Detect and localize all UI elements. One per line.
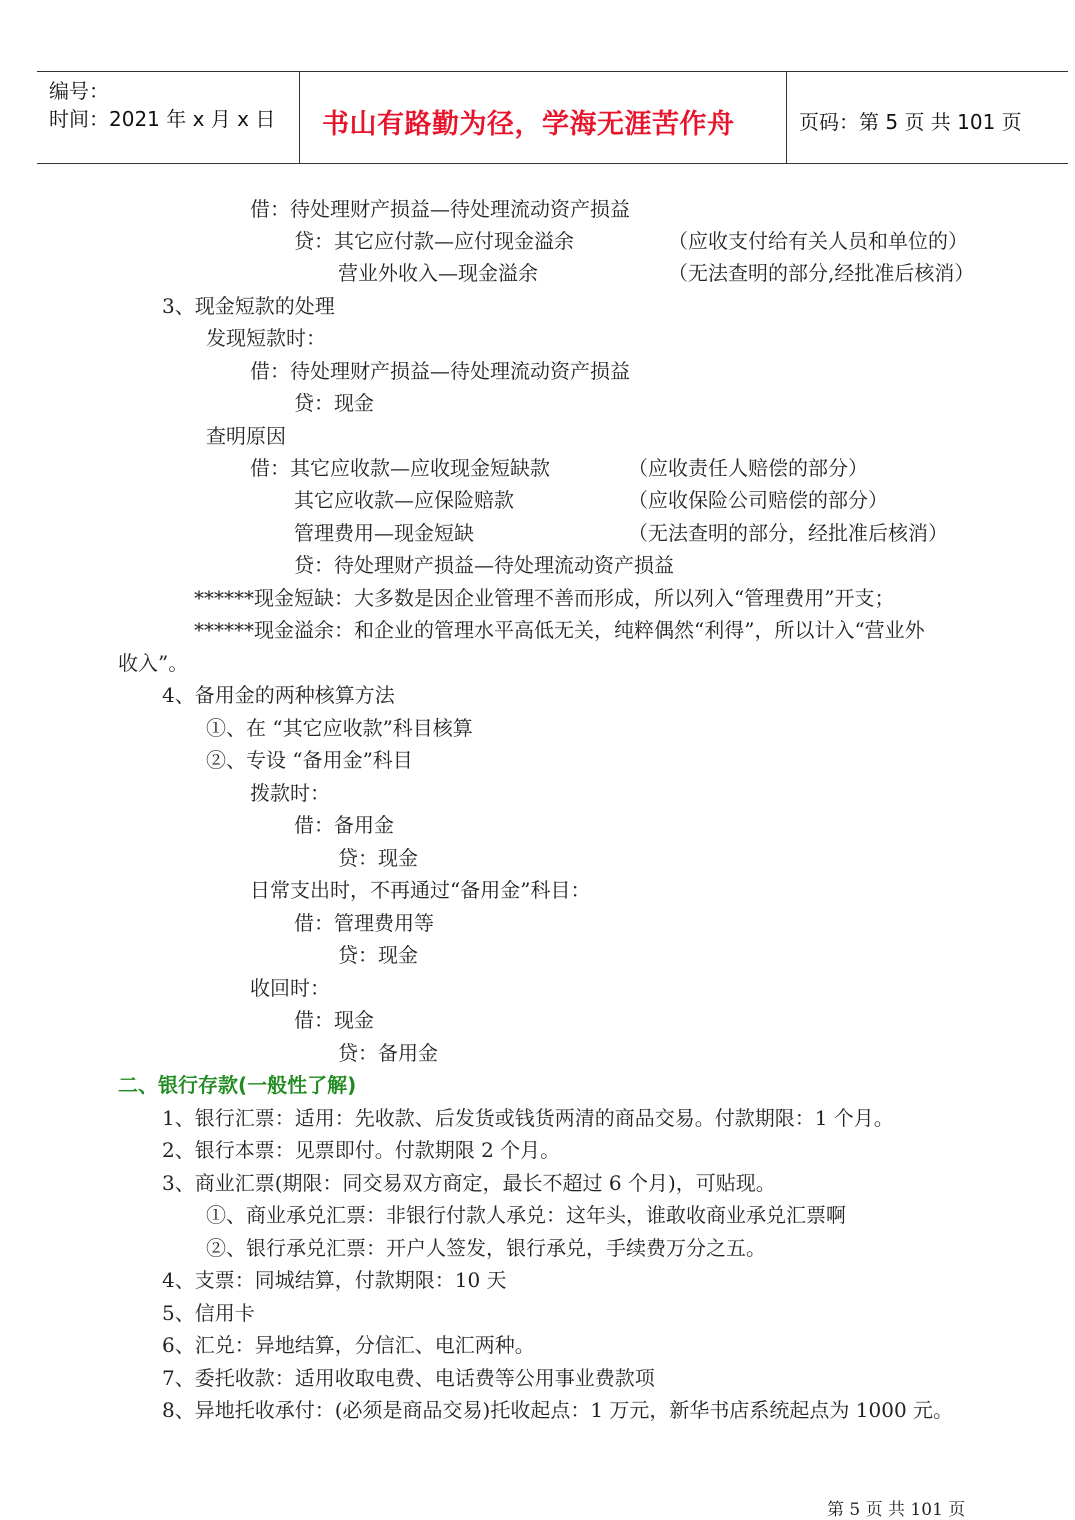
text-line: 4、支票：同城结算，付款期限：10 天 bbox=[162, 1268, 507, 1292]
text-line: 贷：备用金 bbox=[338, 1041, 438, 1065]
page-footer: 第 5 页 共 101 页 bbox=[827, 1500, 966, 1520]
text-line: 7、委托收款：适用收取电费、电话费等公用事业费款项 bbox=[162, 1366, 655, 1390]
text-line: ******现金短缺：大多数是因企业管理不善而形成，所以列入“管理费用”开支； bbox=[194, 586, 895, 610]
text-line-note: （应收支付给有关人员和单位的） bbox=[668, 229, 968, 253]
text-line: ②、银行承兑汇票：开户人签发，银行承兑，手续费万分之五。 bbox=[206, 1236, 766, 1260]
text-line: 贷：其它应付款—应付现金溢余 bbox=[294, 229, 574, 253]
text-line: 拨款时： bbox=[250, 781, 330, 805]
text-line: 收入”。 bbox=[118, 651, 189, 675]
text-line: ①、商业承兑汇票：非银行付款人承兑：这年头，谁敢收商业承兑汇票啊 bbox=[206, 1203, 846, 1227]
text-line: ①、在 “其它应收款”科目核算 bbox=[206, 716, 473, 740]
text-line: 8、异地托收承付：(必须是商品交易)托收起点：1 万元，新华书店系统起点为 1000 元。 bbox=[162, 1398, 954, 1422]
text-line: 1、银行汇票：适用：先收款、后发货或钱货两清的商品交易。付款期限：1 个月。 bbox=[162, 1106, 894, 1130]
text-line: 借：待处理财产损益—待处理流动资产损益 bbox=[250, 359, 630, 383]
text-line: 5、信用卡 bbox=[162, 1301, 255, 1325]
text-line: 贷：现金 bbox=[338, 943, 418, 967]
text-line-note: （无法查明的部分，经批准后核消） bbox=[628, 521, 948, 545]
text-line: 借：备用金 bbox=[294, 813, 394, 837]
text-line: 借：待处理财产损益—待处理流动资产损益 bbox=[250, 197, 630, 221]
text-line-note: （应收责任人赔偿的部分） bbox=[628, 456, 868, 480]
text-line: 借：其它应收款—应收现金短缺款 bbox=[250, 456, 550, 480]
text-line: 3、商业汇票(期限：同交易双方商定，最长不超过 6 个月)，可贴现。 bbox=[162, 1171, 776, 1195]
text-line: 贷：待处理财产损益—待处理流动资产损益 bbox=[294, 553, 674, 577]
header-motto: 书山有路勤为径，学海无涯苦作舟 bbox=[322, 109, 735, 140]
text-line-note: （无法查明的部分,经批准后核消） bbox=[668, 261, 975, 285]
text-line: 借：现金 bbox=[294, 1008, 374, 1032]
text-line: 贷：现金 bbox=[294, 391, 374, 415]
text-line: 6、汇兑：异地结算，分信汇、电汇两种。 bbox=[162, 1333, 535, 1357]
header-divider-left bbox=[299, 71, 300, 163]
text-line: 管理费用—现金短缺 bbox=[294, 521, 474, 545]
text-line: 2、银行本票：见票即付。付款期限 2 个月。 bbox=[162, 1138, 561, 1162]
header-top-rule bbox=[37, 71, 1068, 72]
header-bottom-rule bbox=[37, 163, 1068, 164]
text-line: 借：管理费用等 bbox=[294, 911, 434, 935]
text-line-note: （应收保险公司赔偿的部分） bbox=[628, 488, 888, 512]
text-line: 日常支出时，不再通过“备用金”科目： bbox=[250, 878, 591, 902]
text-line: 查明原因 bbox=[206, 424, 286, 448]
header-number-label: 编号： bbox=[49, 79, 109, 103]
text-line: 营业外收入—现金溢余 bbox=[338, 261, 538, 285]
section-heading: 二、银行存款(一般性了解) bbox=[118, 1073, 357, 1097]
text-line: 收回时： bbox=[250, 976, 330, 1000]
text-line: ******现金溢余：和企业的管理水平高低无关，纯粹偶然“利得”，所以计入“营业外 bbox=[194, 618, 925, 642]
header-page-label: 页码：第 5 页 共 101 页 bbox=[799, 110, 1022, 134]
text-line: ②、专设 “备用金”科目 bbox=[206, 748, 413, 772]
text-line: 贷：现金 bbox=[338, 846, 418, 870]
text-line: 其它应收款—应保险赔款 bbox=[294, 488, 514, 512]
header-divider-right bbox=[786, 71, 787, 163]
subsection-heading: 4、备用金的两种核算方法 bbox=[162, 683, 395, 707]
header-date-label: 时间：2021 年 x 月 x 日 bbox=[49, 107, 276, 131]
subsection-heading: 3、现金短款的处理 bbox=[162, 294, 335, 318]
text-line: 发现短款时： bbox=[206, 326, 326, 350]
